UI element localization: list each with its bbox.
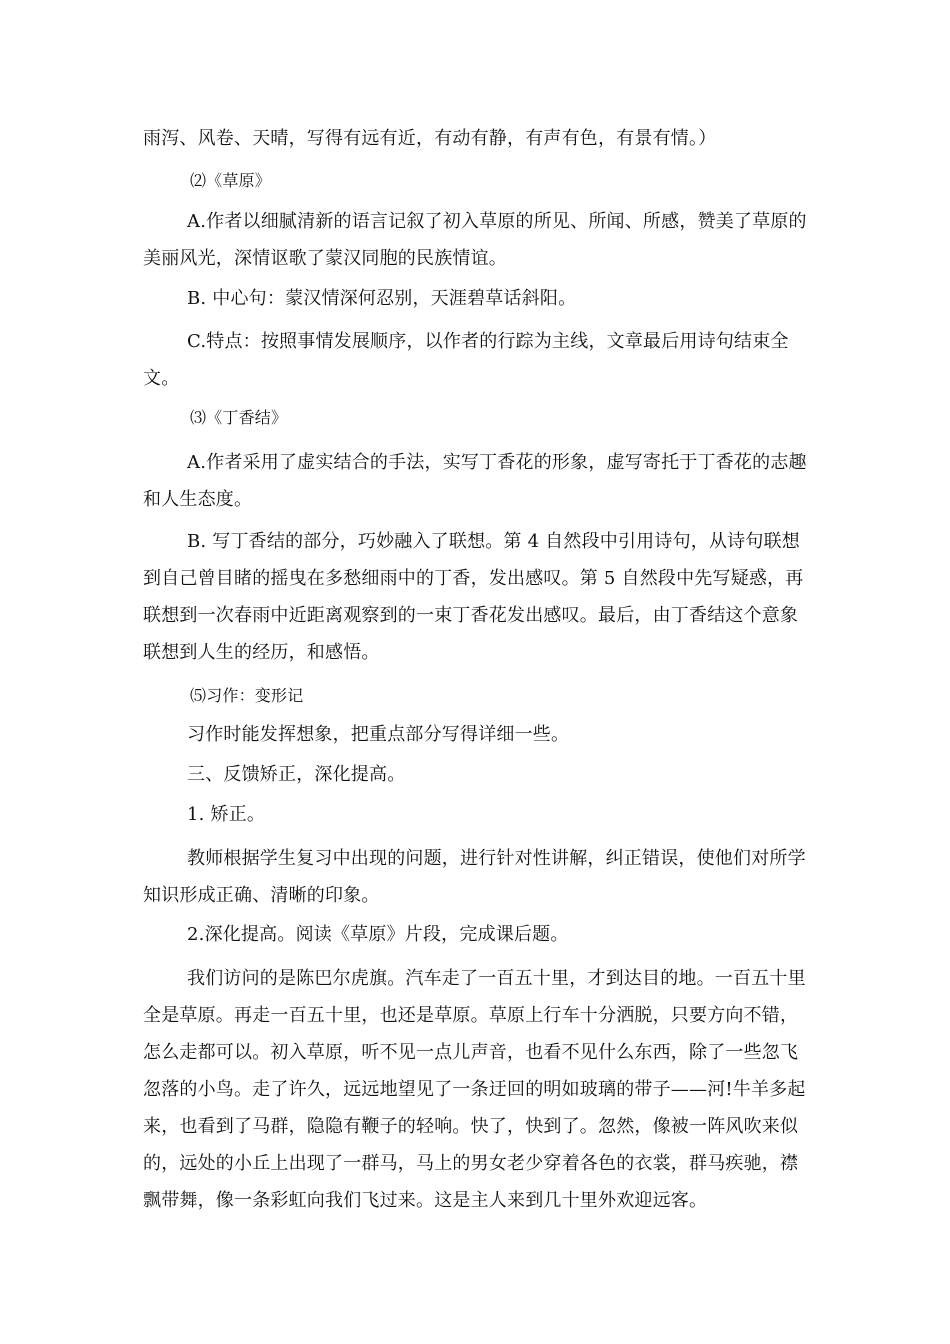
heading-xizuo: ⑸习作：变形记 — [190, 686, 304, 705]
xizuo-text: 习作时能发挥想象，把重点部分写得详细一些。 — [187, 724, 570, 745]
item-1-text: 教师根据学生复习中出现的问题，进行针对性讲解，纠正错误，使他们对所学知识形成正确、清晰的印象。 — [143, 848, 806, 906]
reading-passage: 我们访问的是陈巴尔虎旗。汽车走了一百五十里，才到达目的地。一百五十里全是草原。再走一百五十里，也还是草原。草原上行车十分洒脱，只要方向不错，怎么走都可以。初入草原，听不见一点儿声音，也看不见什么东西，除了一些忽飞忽落的小鸟。走了许久，远远地望见了一条迂回的明如玻璃的带子——河!牛羊多起来，也看到了马群，隐隐有鞭子的轻响。快了，快到了。忽然，像被一阵风吹来似的，远处的小丘上出现了一群马，马上的男女老少穿着各色的衣裳，群马疾驰，襟飘带舞，像一条彩虹向我们飞过来。这是主人来到几十里外欢迎远客。 — [143, 968, 806, 1211]
paragraph-continuation: 雨泻、风卷、天晴，写得有远有近，有动有静，有声有色，有景有情。） — [143, 128, 717, 149]
caoyuan-point-b: B. 中心句：蒙汉情深何忍别，天涯碧草话斜阳。 — [187, 288, 577, 309]
item-1-heading: 1. 矫正。 — [187, 804, 266, 825]
heading-dingxiang: ⑶《丁香结》 — [190, 408, 288, 427]
section-heading-3: 三、反馈矫正，深化提高。 — [187, 764, 406, 785]
heading-caoyuan: ⑵《草原》 — [190, 171, 272, 190]
dingxiang-point-b: B. 写丁香结的部分，巧妙融入了联想。第 4 自然段中引用诗句，从诗句联想到自己曾目睹的摇曳在多愁细雨中的丁香，发出感叹。第 5 自然段中先写疑惑，再联想到一次春雨中近距离观察到的一束丁香花发出感叹。最后，由丁香结这个意象联想到人生的经历，和感悟。 — [143, 531, 804, 663]
caoyuan-point-a: A.作者以细腻清新的语言记叙了初入草原的所见、所闻、所感，赞美了草原的美丽风光，深情讴歌了蒙汉同胞的民族情谊。 — [143, 211, 807, 269]
dingxiang-point-a: A.作者采用了虚实结合的手法，实写丁香花的形象，虚写寄托于丁香花的志趣和人生态度。 — [143, 452, 807, 510]
item-2-heading: 2.深化提高。阅读《草原》片段，完成课后题。 — [187, 924, 569, 945]
caoyuan-point-c: C.特点：按照事情发展顺序，以作者的行踪为主线，文章最后用诗句结束全文。 — [143, 331, 789, 389]
